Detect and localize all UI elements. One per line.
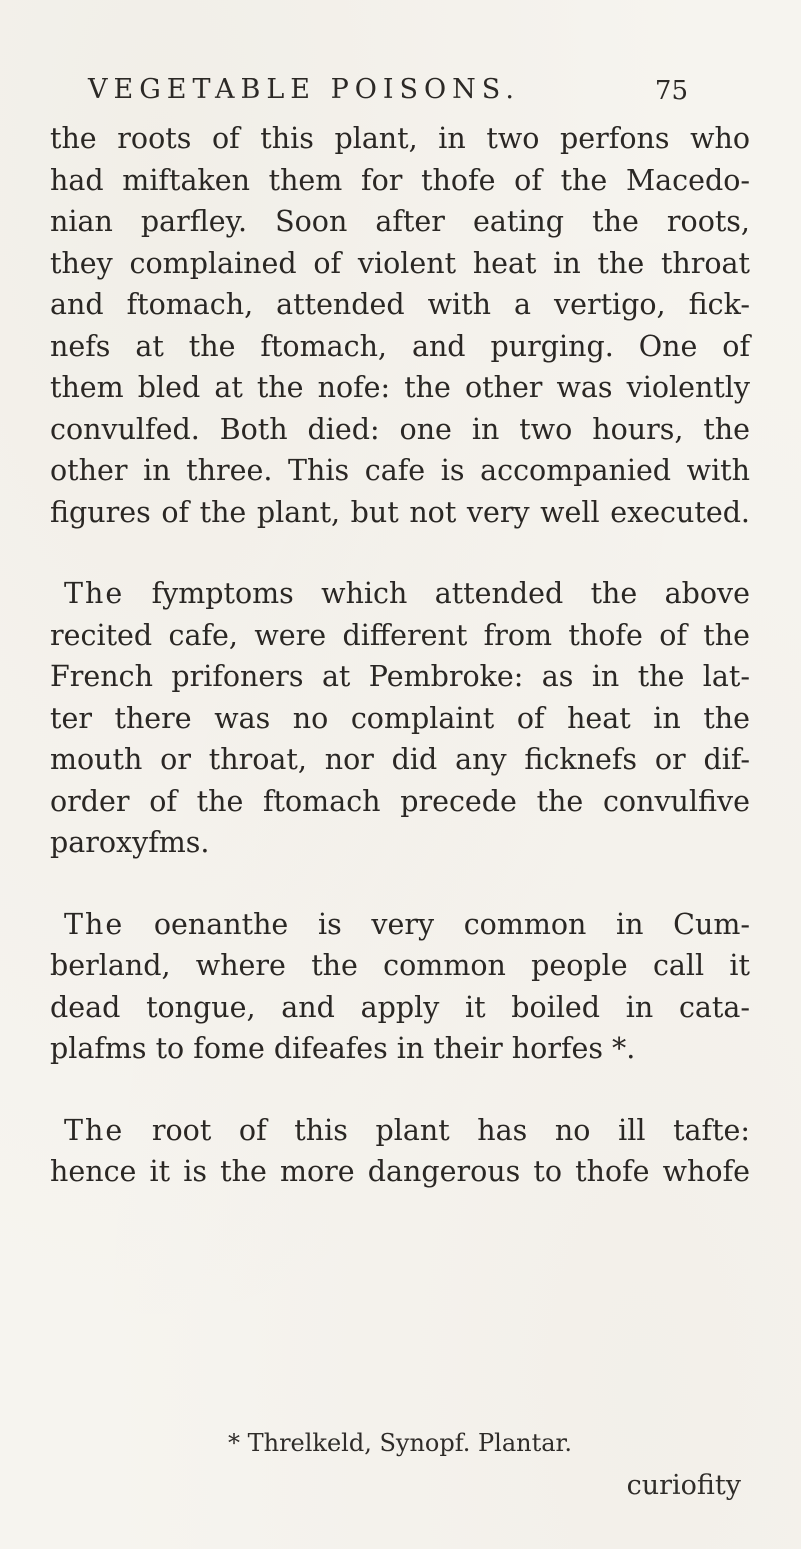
text-line: and ftomach, attended with a vertigo, fick-	[50, 288, 750, 321]
text-line: The oenanthe is very common in Cum-	[64, 907, 750, 941]
paragraph	[50, 118, 750, 533]
text-line: mouth or throat, nor did any ficknefs or dif-	[50, 743, 750, 776]
text-line: other in three. This cafe is accompanied with	[50, 454, 750, 487]
text-line: them bled at the nofe: the other was violently	[50, 371, 750, 404]
text-line: figures of the plant, but not very well executed.	[50, 495, 750, 529]
text-line: order of the ftomach precede the convulfive	[50, 784, 750, 818]
text-line: The fymptoms which attended the above	[64, 577, 750, 610]
paragraph	[50, 1110, 750, 1193]
text-line: The root of this plant has no ill tafte:	[64, 1113, 750, 1147]
paragraph-lead: The	[64, 907, 125, 941]
text-line: had miftaken them for thofe of the Macedo-	[50, 163, 750, 197]
text-line: recited cafe, were different from thofe of the	[50, 618, 750, 652]
paragraph	[50, 573, 750, 864]
text-line: paroxyfms.	[50, 826, 210, 859]
text-line: ter there was no complaint of heat in the	[50, 701, 750, 735]
text-line: the roots of this plant, in two perfons who	[50, 122, 750, 155]
paragraph-lead: The	[64, 577, 125, 610]
page-number: 75	[654, 76, 688, 106]
text-line: hence it is the more dangerous to thofe whofe	[50, 1155, 750, 1188]
paragraph-lead: The	[64, 1113, 125, 1147]
text-line: dead tongue, and apply it boiled in cata-	[50, 990, 750, 1024]
text-line: plafms to fome difeafes in their horfes *.	[50, 1032, 636, 1065]
text-line: they complained of violent heat in the throat	[50, 246, 750, 280]
text-line: berland, where the common people call it	[50, 949, 750, 982]
text-line: nian parfley. Soon after eating the roots,	[50, 205, 750, 238]
text-line: convulfed. Both died: one in two hours, the	[50, 412, 750, 446]
catchword: curiofity	[626, 1470, 741, 1501]
page-header	[88, 74, 688, 114]
text-line: nefs at the ftomach, and purging. One of	[50, 329, 750, 363]
paragraph	[50, 904, 750, 1070]
text-line: French prifoners at Pembroke: as in the lat-	[50, 660, 750, 693]
running-head: VEGETABLE POISONS.	[88, 74, 520, 105]
footnote: * Threlkeld, Synopf. Plantar.	[227, 1429, 573, 1457]
body-text	[50, 118, 750, 1193]
